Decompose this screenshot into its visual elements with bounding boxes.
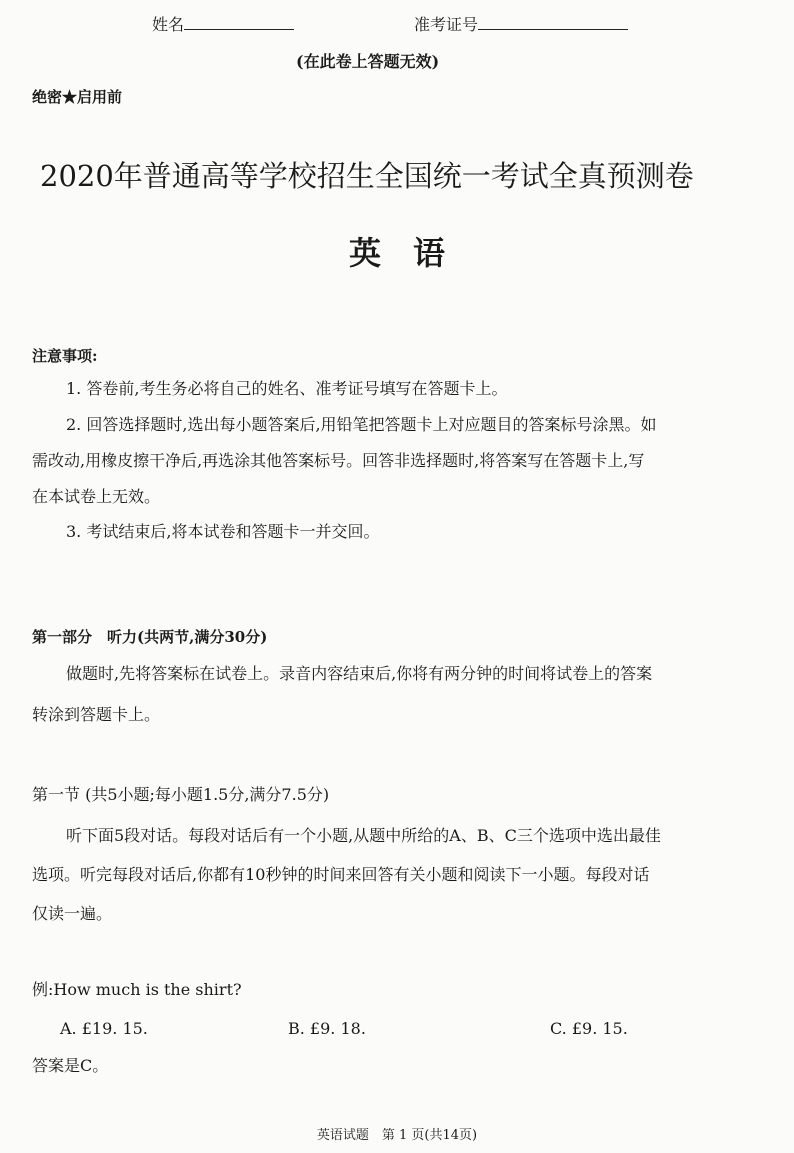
subject-title: 英 语 bbox=[348, 234, 445, 272]
section1-desc-line-1: 听下面5段对话。每段对话后有一个小题,从题中所给的A、B、C三个选项中选出最佳 bbox=[66, 826, 661, 845]
name-blank-line bbox=[184, 15, 294, 30]
notice-item-2-line-2: 需改动,用橡皮擦干净后,再选涂其他答案标号。回答非选择题时,将答案写在答题卡上,写 bbox=[32, 451, 645, 470]
notice-item-3: 3. 考试结束后,将本试卷和答题卡一并交回。 bbox=[66, 522, 380, 541]
page-title: 2020年普通高等学校招生全国统一考试全真预测卷 bbox=[40, 159, 694, 193]
notice-item-2-line-3: 在本试卷上无效。 bbox=[32, 487, 161, 506]
part1-heading: 第一部分 听力(共两节,满分30分) bbox=[32, 628, 268, 646]
example-option-b: B. £9. 18. bbox=[288, 1019, 366, 1038]
notice-heading: 注意事项: bbox=[32, 347, 98, 365]
name-field bbox=[152, 12, 294, 35]
part1-desc-line-1: 做题时,先将答案标在试卷上。录音内容结束后,你将有两分钟的时间将试卷上的答案 bbox=[66, 664, 653, 683]
section1-desc-line-2: 选项。听完每段对话后,你都有10秒钟的时间来回答有关小题和阅读下一小题。每段对话 bbox=[32, 865, 650, 884]
exam-id-label: 准考证号 bbox=[414, 15, 479, 34]
exam-id-blank-line bbox=[478, 15, 628, 30]
secret-label: 绝密★启用前 bbox=[32, 88, 123, 106]
example-question: 例:How much is the shirt? bbox=[32, 980, 242, 999]
page-footer: 英语试题 第 1 页(共14页) bbox=[316, 1128, 478, 1143]
section1-heading: 第一节 (共5小题;每小题1.5分,满分7.5分) bbox=[32, 785, 330, 804]
example-answer: 答案是C。 bbox=[32, 1056, 109, 1075]
name-label: 姓名 bbox=[152, 15, 185, 34]
section1-desc-line-3: 仅读一遍。 bbox=[32, 904, 113, 923]
example-option-c: C. £9. 15. bbox=[550, 1019, 628, 1038]
exam-id-field bbox=[414, 12, 628, 35]
invalid-note: (在此卷上答题无效) bbox=[296, 52, 440, 71]
notice-item-2-line-1: 2. 回答选择题时,选出每小题答案后,用铅笔把答题卡上对应题目的答案标号涂黑。如 bbox=[66, 415, 657, 434]
example-option-a: A. £19. 15. bbox=[60, 1019, 148, 1038]
part1-desc-line-2: 转涂到答题卡上。 bbox=[32, 705, 161, 724]
notice-item-1: 1. 答卷前,考生务必将自己的姓名、准考证号填写在答题卡上。 bbox=[66, 379, 508, 398]
